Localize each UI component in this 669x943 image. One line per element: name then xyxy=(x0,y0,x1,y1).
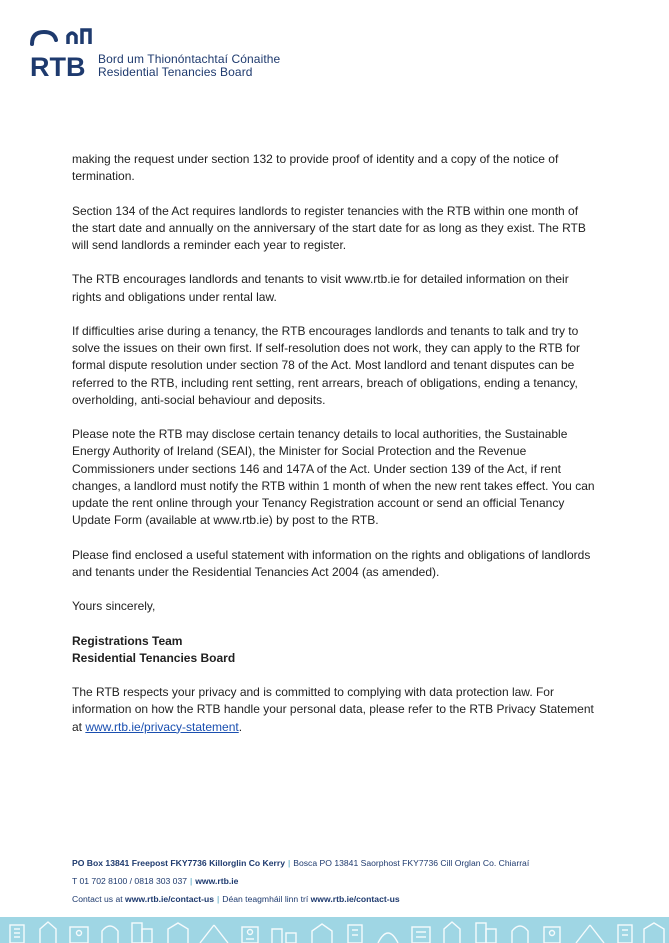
paragraph-6: Please find enclosed a useful statement with information on the rights and obligations of landlords and tenants under the Residential Tenancies Act 2004 (as amended). xyxy=(72,547,591,579)
closing: Yours sincerely, xyxy=(72,599,156,614)
footer-address-line xyxy=(72,854,632,872)
signature-block xyxy=(72,633,597,667)
org-name xyxy=(98,53,280,79)
org-name-irish: Bord um Thionóntachtaí Cónaithe xyxy=(98,52,281,66)
paragraph-4: If difficulties arise during a tenancy, the RTB encourages landlords and tenants to talk and try to solve the issues on their own first. If self-resolution does not work, they can apply to the RTB for formal dispute resolution under section 78 of the Act. Most landlord and tenant disputes can be referred to the RTB, including rent setting, rent arrears, breach of obligations, ending a tenancy, overholding, anti-social behaviour and deposits. xyxy=(72,323,581,407)
footer-contact-line xyxy=(72,890,632,908)
contact-en-label: Contact us at xyxy=(72,894,123,904)
signature-org: Residential Tenancies Board xyxy=(72,650,236,665)
signature-team: Registrations Team xyxy=(72,633,183,648)
separator: | xyxy=(217,894,220,904)
paragraph-5: Please note the RTB may disclose certain tenancy details to local authorities, the Sustainable Energy Authority of Ireland (SEAI), the Minister for Social Protection and the Revenue Commissioners under sections 146 and 147A of the Act. Under section 139 of the Act, if rent changes, a landlord must notify the RTB within 1 month of when the new rent takes effect. You can update the rent online through your Tenancy Registration account or send an official Tenancy Update Form (available at www.rtb.ie) by post to the RTB. xyxy=(72,427,595,528)
privacy-end: . xyxy=(238,719,243,734)
separator: | xyxy=(190,876,193,886)
contact-ga-link[interactable]: www.rtb.ie/contact-us xyxy=(310,894,400,904)
phone: T 01 702 8100 / 0818 303 037 xyxy=(72,876,188,886)
org-name-english: Residential Tenancies Board xyxy=(98,65,253,79)
logo-abbr: RTB xyxy=(30,52,86,78)
privacy-paragraph xyxy=(72,684,597,736)
building-pattern-icon xyxy=(0,917,669,943)
footer-phone-line xyxy=(72,872,632,890)
privacy-text: The RTB respects your privacy and is committed to complying with data protection law. For information on how the RTB handle your personal data, please refer to the RTB Privacy Statement at xyxy=(72,685,594,734)
footer xyxy=(72,854,632,908)
contact-ga-label: Déan teagmháil linn trí xyxy=(222,894,309,904)
address-english: PO Box 13841 Freepost FKY7736 Killorglin Co Kerry xyxy=(72,858,286,868)
address-irish: Bosca PO 13841 Saorphost FKY7736 Cill Orglan Co. Chiarraí xyxy=(293,858,530,868)
separator: | xyxy=(288,858,291,868)
paragraph-1: making the request under section 132 to provide proof of identity and a copy of the notice of termination. xyxy=(72,152,559,184)
privacy-statement-link[interactable]: www.rtb.ie/privacy-statement xyxy=(85,719,239,734)
rtb-logo xyxy=(30,26,290,82)
letter-body xyxy=(72,151,597,753)
contact-en-link[interactable]: www.rtb.ie/contact-us xyxy=(125,894,215,904)
paragraph-3: The RTB encourages landlords and tenants to visit www.rtb.ie for detailed information on their rights and obligations under rental law. xyxy=(72,272,569,304)
paragraph-2: Section 134 of the Act requires landlords to register tenancies with the RTB within one month of the start date and annually on the anniversary of the start date for as long as they exist. The RTB will send landlords a reminder each year to register. xyxy=(72,203,586,252)
footer-decorative-band xyxy=(0,917,669,943)
rtb-logo-mark xyxy=(30,26,94,78)
website-link[interactable]: www.rtb.ie xyxy=(195,876,239,886)
